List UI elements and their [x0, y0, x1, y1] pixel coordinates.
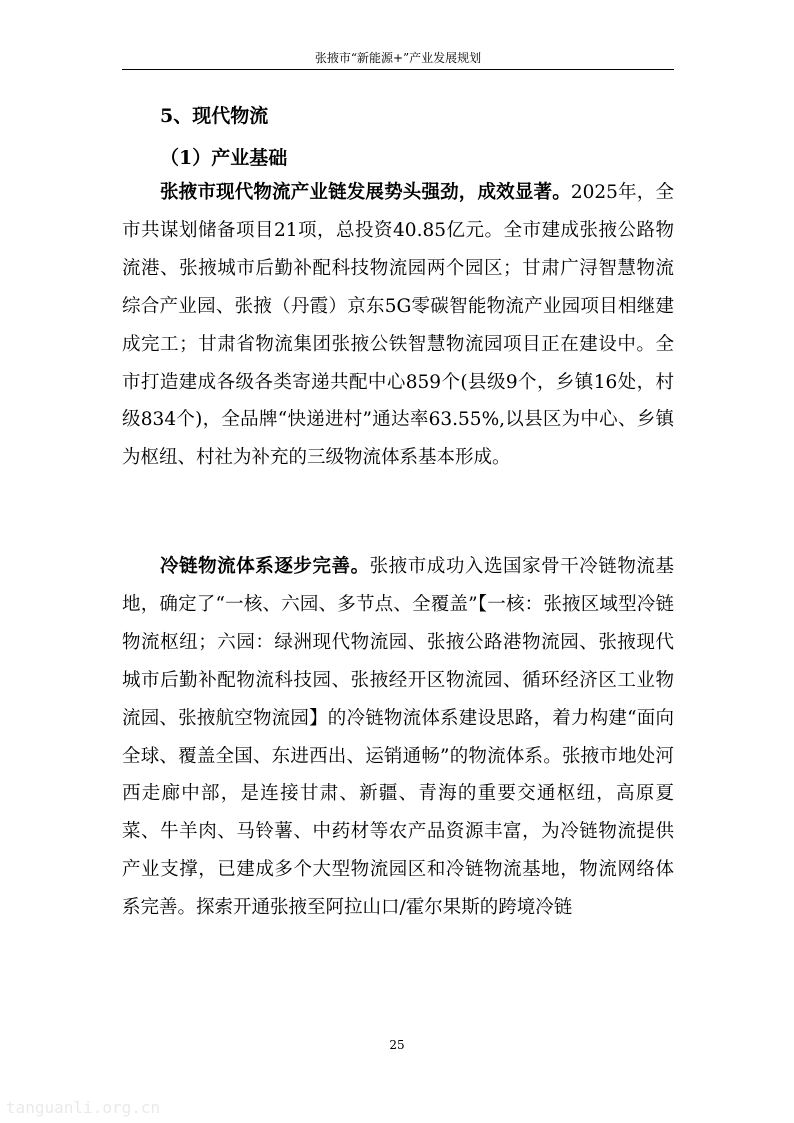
paragraph-lead: 张掖市现代物流产业链发展势头强劲，成效显著。 — [160, 182, 571, 203]
subsection-heading: （1）产业基础 — [160, 147, 288, 169]
section-heading: 5、现代物流 — [160, 105, 269, 127]
watermark: tanguanli.org.cn — [6, 1098, 161, 1117]
paragraph-lead: 冷链物流体系逐步完善。 — [160, 556, 370, 577]
running-header: 张掖市“新能源+”产业发展规划 — [314, 51, 482, 65]
paragraph-logistics-overview — [122, 174, 674, 477]
paragraph-body: 2025年，全市共谋划储备项目21项，总投资40.85亿元。全市建成张掖公路物流港、张掖城市后勤补配科技物流园两个园区；甘肃广浔智慧物流综合产业园、张掖（丹霞）京东5G零碳智能物流产业园项目相继建成完工；甘肃省物流集团张掖公铁智慧物流园项目正在建设中。全市打造建成各级各类寄递共配中心859个(县级9个，乡镇16处，村级834个)，全品牌“快递进村”通达率63.55%,以县区为中心、乡镇为枢纽、村社为补充的三级物流体系基本形成。 — [122, 182, 674, 469]
page-number: 25 — [389, 1038, 405, 1052]
paragraph-body: 张掖市成功入选国家骨干冷链物流基地，确定了“一核、六园、多节点、全覆盖”【一核：张掖区域型冷链物流枢纽；六园：绿洲现代物流园、张掖公路港物流园、张掖现代城市后勤补配物流科技园、张掖经开区物流园、循环经济区工业物流园、张掖航空物流园】的冷链物流体系建设思路，着力构建“面向全球、覆盖全国、东进西出、运销通畅”的物流体系。张掖市地处河西走廊中部，是连接甘肃、新疆、青海的重要交通枢纽，高原夏菜、牛羊肉、马铃薯、中药材等农产品资源丰富，为冷链物流提供产业支撑，已建成多个大型物流园区和冷链物流基地，物流网络体系完善。探索开通张掖至阿拉山口/霍尔果斯的跨境冷链 — [122, 556, 674, 919]
header-rule — [122, 69, 674, 70]
paragraph-cold-chain — [122, 548, 674, 927]
